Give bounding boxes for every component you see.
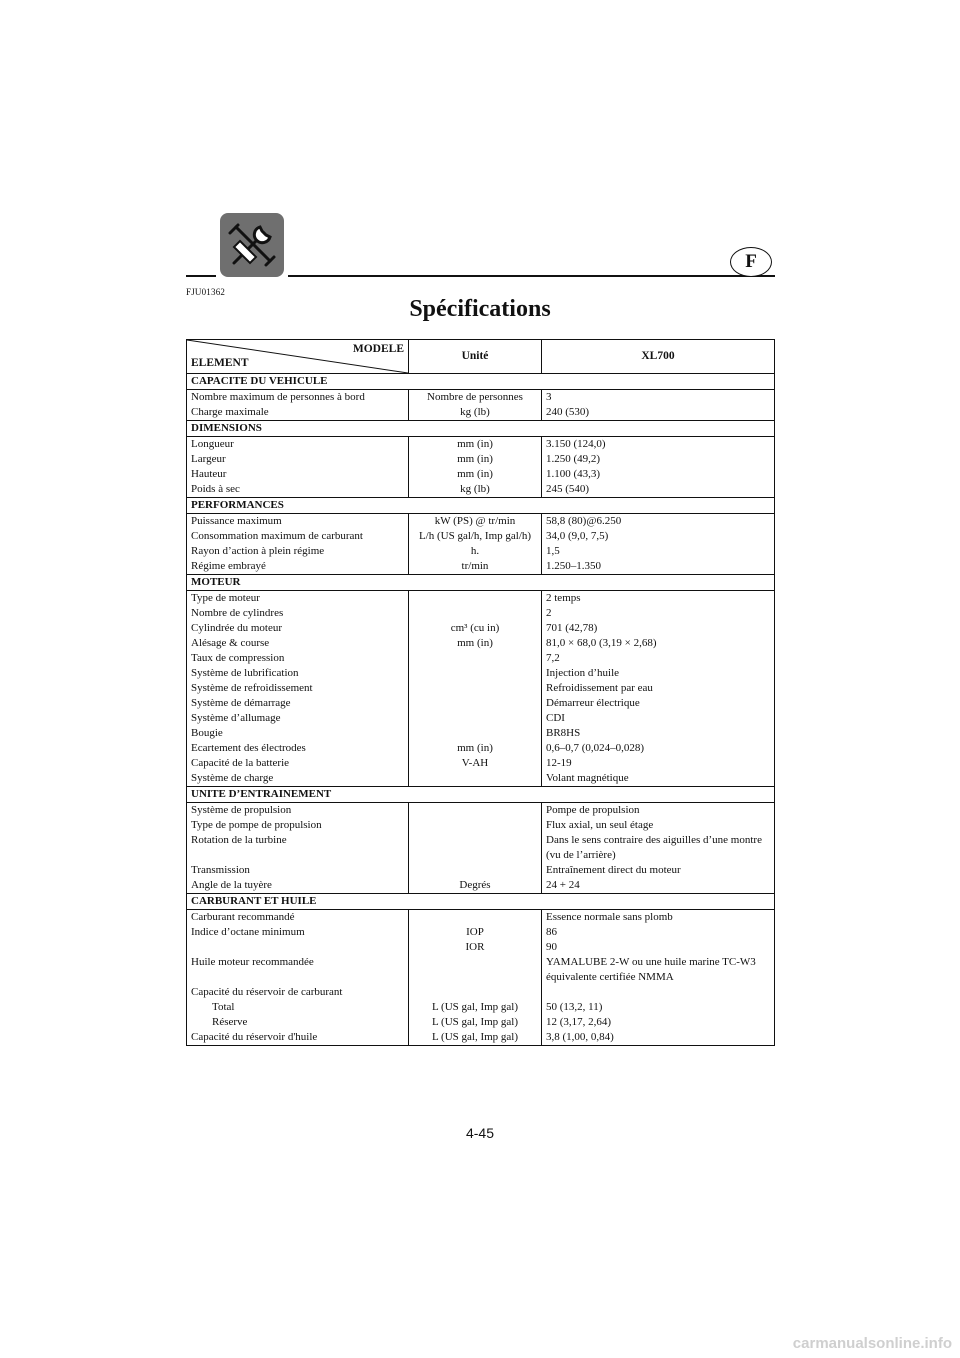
table-row	[187, 681, 775, 696]
spec-unit: IOP	[409, 925, 542, 940]
spec-value: YAMALUBE 2-W ou une huile marine TC-W3	[542, 955, 775, 970]
table-row	[187, 437, 775, 453]
table-row	[187, 467, 775, 482]
spec-unit	[409, 910, 542, 926]
spec-label: Type de moteur	[187, 591, 409, 607]
spec-value: 701 (42,78)	[542, 621, 775, 636]
table-row	[187, 878, 775, 894]
spec-unit	[409, 651, 542, 666]
watermark: carmanualsonline.info	[792, 1335, 952, 1352]
spec-value: 0,6–0,7 (0,024–0,028)	[542, 741, 775, 756]
spec-label: Système de démarrage	[187, 696, 409, 711]
spec-unit: h.	[409, 544, 542, 559]
header-model-name: XL700	[542, 340, 775, 374]
spec-unit: tr/min	[409, 559, 542, 575]
spec-label: Carburant recommandé	[187, 910, 409, 926]
spec-label: Poids à sec	[187, 482, 409, 498]
header-rule-right	[288, 275, 775, 277]
section-title: PERFORMANCES	[187, 498, 775, 514]
spec-value: Refroidissement par eau	[542, 681, 775, 696]
section-row	[187, 374, 775, 390]
spec-label: Ecartement des électrodes	[187, 741, 409, 756]
tools-icon	[220, 213, 284, 277]
section-title: DIMENSIONS	[187, 421, 775, 437]
header-element-label: ELEMENT	[191, 357, 249, 369]
spec-unit	[409, 696, 542, 711]
spec-unit: Degrés	[409, 878, 542, 894]
spec-unit	[409, 803, 542, 819]
table-row	[187, 452, 775, 467]
spec-label: Charge maximale	[187, 405, 409, 421]
spec-unit	[409, 970, 542, 985]
spec-value: 24 + 24	[542, 878, 775, 894]
spec-unit	[409, 818, 542, 833]
spec-label: Hauteur	[187, 467, 409, 482]
spec-label	[187, 940, 409, 955]
spec-label: Angle de la tuyère	[187, 878, 409, 894]
table-row	[187, 482, 775, 498]
table-row	[187, 771, 775, 787]
spec-label: Huile moteur recommandée	[187, 955, 409, 970]
spec-label: Largeur	[187, 452, 409, 467]
spec-label: Type de pompe de propulsion	[187, 818, 409, 833]
table-row	[187, 405, 775, 421]
spec-unit: L (US gal, Imp gal)	[409, 1000, 542, 1015]
spec-unit: L/h (US gal/h, Imp gal/h)	[409, 529, 542, 544]
spec-value: 58,8 (80)@6.250	[542, 514, 775, 530]
spec-value: 50 (13,2, 11)	[542, 1000, 775, 1015]
spec-value: Injection d’huile	[542, 666, 775, 681]
spec-unit: Nombre de personnes	[409, 390, 542, 406]
table-row	[187, 940, 775, 955]
spec-unit	[409, 848, 542, 863]
table-row	[187, 756, 775, 771]
table-row	[187, 711, 775, 726]
spec-label: Total	[187, 1000, 409, 1015]
page-number: 4-45	[465, 1125, 495, 1141]
spec-label: Système de propulsion	[187, 803, 409, 819]
section-row	[187, 787, 775, 803]
spec-value: 1.100 (43,3)	[542, 467, 775, 482]
section-title: CARBURANT ET HUILE	[187, 894, 775, 910]
spec-value: 3,8 (1,00, 0,84)	[542, 1030, 775, 1046]
spec-unit: V-AH	[409, 756, 542, 771]
spec-value: 34,0 (9,0, 7,5)	[542, 529, 775, 544]
spec-unit	[409, 711, 542, 726]
spec-unit	[409, 985, 542, 1000]
page-title: Spécifications	[409, 296, 551, 322]
spec-unit: kg (lb)	[409, 405, 542, 421]
spec-value: 3	[542, 390, 775, 406]
spec-value: (vu de l’arrière)	[542, 848, 775, 863]
section-row	[187, 498, 775, 514]
table-row	[187, 1015, 775, 1030]
spec-label: Système de refroidissement	[187, 681, 409, 696]
spec-unit	[409, 606, 542, 621]
spec-value: 12 (3,17, 2,64)	[542, 1015, 775, 1030]
spec-value: Démarreur électrique	[542, 696, 775, 711]
spec-value: 81,0 × 68,0 (3,19 × 2,68)	[542, 636, 775, 651]
spec-label: Consommation maximum de carburant	[187, 529, 409, 544]
spec-label: Taux de compression	[187, 651, 409, 666]
spec-unit	[409, 833, 542, 848]
spec-value: 2 temps	[542, 591, 775, 607]
header-model-label: MODELE	[352, 343, 404, 355]
spec-unit: mm (in)	[409, 437, 542, 453]
spec-label	[187, 848, 409, 863]
spec-value: Dans le sens contraire des aiguilles d’une montre	[542, 833, 775, 848]
spec-unit: cm³ (cu in)	[409, 621, 542, 636]
language-badge: F	[730, 247, 772, 277]
spec-label: Alésage & course	[187, 636, 409, 651]
table-row	[187, 514, 775, 530]
spec-value: Entraînement direct du moteur	[542, 863, 775, 878]
table-row	[187, 925, 775, 940]
spec-value: 3.150 (124,0)	[542, 437, 775, 453]
table-row	[187, 910, 775, 926]
table-row	[187, 985, 775, 1000]
document-code: FJU01362	[186, 287, 226, 297]
spec-value	[542, 985, 775, 1000]
spec-value: 245 (540)	[542, 482, 775, 498]
spec-label: Rayon d’action à plein régime	[187, 544, 409, 559]
table-row	[187, 636, 775, 651]
spec-value: 1.250–1.350	[542, 559, 775, 575]
table-row	[187, 833, 775, 848]
spec-value: Pompe de propulsion	[542, 803, 775, 819]
spec-unit: IOR	[409, 940, 542, 955]
spec-unit: mm (in)	[409, 741, 542, 756]
table-row	[187, 726, 775, 741]
spec-value: 90	[542, 940, 775, 955]
spec-label: Réserve	[187, 1015, 409, 1030]
spec-label: Nombre maximum de personnes à bord	[187, 390, 409, 406]
spec-unit	[409, 726, 542, 741]
section-title: MOTEUR	[187, 575, 775, 591]
spec-body	[187, 374, 775, 1046]
table-row	[187, 544, 775, 559]
spec-value: BR8HS	[542, 726, 775, 741]
table-row	[187, 1000, 775, 1015]
spec-unit: mm (in)	[409, 636, 542, 651]
spec-unit: kW (PS) @ tr/min	[409, 514, 542, 530]
spec-unit: mm (in)	[409, 452, 542, 467]
spec-label: Puissance maximum	[187, 514, 409, 530]
spec-label: Système d’allumage	[187, 711, 409, 726]
spec-value: Essence normale sans plomb	[542, 910, 775, 926]
spec-unit: kg (lb)	[409, 482, 542, 498]
table-row	[187, 970, 775, 985]
spec-label: Capacité du réservoir d'huile	[187, 1030, 409, 1046]
specifications-table	[186, 339, 775, 1046]
spec-label: Longueur	[187, 437, 409, 453]
table-row	[187, 696, 775, 711]
spec-value: 12-19	[542, 756, 775, 771]
table-row	[187, 955, 775, 970]
spec-label: Rotation de la turbine	[187, 833, 409, 848]
spec-unit	[409, 863, 542, 878]
spec-value: 1,5	[542, 544, 775, 559]
table-row	[187, 606, 775, 621]
header-model-element-cell	[187, 340, 409, 374]
spec-value: 86	[542, 925, 775, 940]
spec-value: 7,2	[542, 651, 775, 666]
spec-label: Système de lubrification	[187, 666, 409, 681]
spec-unit	[409, 591, 542, 607]
table-row	[187, 621, 775, 636]
section-row	[187, 421, 775, 437]
spec-label: Nombre de cylindres	[187, 606, 409, 621]
spec-value: 2	[542, 606, 775, 621]
section-title: UNITE D’ENTRAINEMENT	[187, 787, 775, 803]
table-row	[187, 818, 775, 833]
spec-unit: mm (in)	[409, 467, 542, 482]
spec-value: CDI	[542, 711, 775, 726]
spec-label: Cylindrée du moteur	[187, 621, 409, 636]
spec-unit	[409, 666, 542, 681]
spec-label: Régime embrayé	[187, 559, 409, 575]
spec-label: Bougie	[187, 726, 409, 741]
spec-unit: L (US gal, Imp gal)	[409, 1030, 542, 1046]
header-rule-left	[186, 275, 216, 277]
table-row	[187, 848, 775, 863]
table-row	[187, 390, 775, 406]
table-row	[187, 529, 775, 544]
spec-unit	[409, 955, 542, 970]
spec-label: Système de charge	[187, 771, 409, 787]
section-row	[187, 575, 775, 591]
spec-unit	[409, 771, 542, 787]
table-row	[187, 1030, 775, 1046]
table-row	[187, 741, 775, 756]
spec-value: 240 (530)	[542, 405, 775, 421]
section-row	[187, 894, 775, 910]
table-row	[187, 591, 775, 607]
table-row	[187, 666, 775, 681]
spec-value: Volant magnétique	[542, 771, 775, 787]
spec-value: équivalente certifiée NMMA	[542, 970, 775, 985]
spec-label: Capacité du réservoir de carburant	[187, 985, 409, 1000]
table-row	[187, 803, 775, 819]
spec-unit	[409, 681, 542, 696]
spec-label	[187, 970, 409, 985]
spec-label: Transmission	[187, 863, 409, 878]
table-row	[187, 651, 775, 666]
table-row	[187, 559, 775, 575]
spec-unit: L (US gal, Imp gal)	[409, 1015, 542, 1030]
spec-value: Flux axial, un seul étage	[542, 818, 775, 833]
spec-label: Indice d’octane minimum	[187, 925, 409, 940]
spec-label: Capacité de la batterie	[187, 756, 409, 771]
spec-value: 1.250 (49,2)	[542, 452, 775, 467]
table-row	[187, 863, 775, 878]
section-title: CAPACITE DU VEHICULE	[187, 374, 775, 390]
header-unit: Unité	[409, 340, 542, 374]
